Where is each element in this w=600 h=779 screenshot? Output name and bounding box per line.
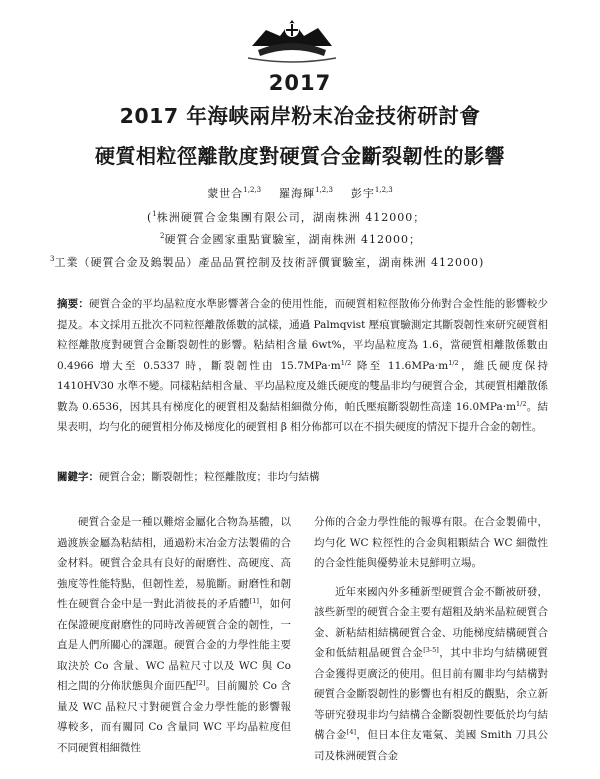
body-paragraph: 近年來國內外多種新型硬質合金不斷被研發，該些新型的硬質合金主要有超粗及納米晶粒硬質合金、新粘結相結構硬質合金、功能梯度結構硬質合金和低結粗晶硬質合金[3-5]，其中非均勻結構硬質合金獲得更廣泛的使用。但目前有關非均勻結構對硬質合金斷裂韌性的影響也有相反的觀點，余立新等研究發現非均勻結構合金斷裂韌性要低於均勻結構合金[4]，但日本住友電氣、美國 Smith 刀具公司及株洲硬質合金 bbox=[314, 585, 549, 762]
conference-title: 2017 年海峡兩岸粉末冶金技術研討會 bbox=[119, 104, 481, 128]
body-column-right bbox=[314, 512, 548, 766]
paper-title: 硬質相粒徑離散度對硬質合金斷裂韌性的影響 bbox=[95, 144, 505, 168]
author-name: 羅海輝 bbox=[279, 187, 316, 200]
affiliation-line: ($^1$株洲硬質合金集團有限公司，湖南株洲 412000； bbox=[147, 210, 426, 224]
body-paragraph: 分佈的合金力學性能的報導有限。在合金製備中，均勻化 WC 粒徑性的合金與粗顆結合 WC 細微性的合金性能與優勢並未見鮮明立場。 bbox=[314, 516, 548, 569]
body-column-left bbox=[57, 512, 291, 758]
author-affil-mark: 1,2,3 bbox=[315, 186, 333, 194]
keywords-text: 硬質合金；斷裂韌性；粒徑離散度；非均勻結構 bbox=[99, 471, 320, 483]
keywords-label: 關鍵字： bbox=[57, 471, 99, 483]
author-affil-mark: 1,2,3 bbox=[374, 186, 393, 194]
author-list bbox=[0, 185, 600, 201]
author-name: 蒙世合 bbox=[207, 187, 244, 200]
affiliation-line: $^3$工業（硬質合金及鎢製品）產品品質控制及技術評價實驗室，湖南株洲 412000) bbox=[50, 255, 485, 269]
keywords bbox=[57, 469, 548, 485]
abstract-label: 摘要： bbox=[57, 298, 90, 310]
conference-year: 2017 bbox=[268, 71, 332, 95]
body-paragraph: 硬質合金是一種以難熔金屬化合物為基體，以過渡族金屬為粘結相，通過粉末冶金方法製備的合金材料。硬質合金具有良好的耐磨性、高硬度、高強度等性能特點，但韌性差，易脆斷。耐磨性和韌性在硬質合金中是一對此消彼長的矛盾體[1]，如何在保證硬度耐磨性的同時改善硬質合金的韌性，一直是人們所關心的課題。硬質合金的力學性能主要取決於 Co 含量、WC 晶粒尺寸以及 WC 與 Co 相之間的分佈狀態與介面匹配[2]。目前關於 Co 含量及 WC 晶粒尺寸對硬質合金力學性能的影響報導較多，而有關同 Co 含量同 WC 平均晶粒度但不同硬質相細微性 bbox=[57, 516, 292, 754]
author-name: 彭宇 bbox=[350, 187, 375, 200]
affiliation-line: $^2$硬質合金國家重點實驗室，湖南株洲 412000； bbox=[160, 232, 421, 246]
abstract: 摘要：硬質合金的平均晶粒度水準影響著合金的使用性能，而硬質相粒徑散佈分佈對合金性能的影響較少提及。本文採用五批次不同粒徑離散係數的試樣，通過 Palmqvist 壓痕實驗測定其斷裂韌性來研究硬質相粒徑離散度對硬質合金斷裂韌性的影響。粘結相含量 6wt%，平均晶粒度為 1.6，當硬質相離散係數由 0.4966 增大至 0.5337 時，斷裂韌性由 $15.7MPa\cdot m^{1/2}$ 降至 $11.6MPa\cdot m^{1/2}$，維氏硬度保持 1410HV30 水準不變。同樣粘結相含量、平均晶粒度及維氏硬度的雙晶非均勻硬質合金，其硬質相離散係數為 0.6536，因其具有梯度化的硬質相及黏結相細微分佈，帕氏壓痕斷裂韌性高達 $16.0MPa\cdot m^{1/2}$。結果表明，均勻化的硬質相分佈及梯度化的硬質相 β 相分佈都可以在不損失硬度的情況下提升合金的韌性。 bbox=[57, 298, 549, 433]
conference-logo-icon bbox=[246, 6, 338, 64]
author-affil-mark: 1,2,3 bbox=[243, 186, 262, 194]
